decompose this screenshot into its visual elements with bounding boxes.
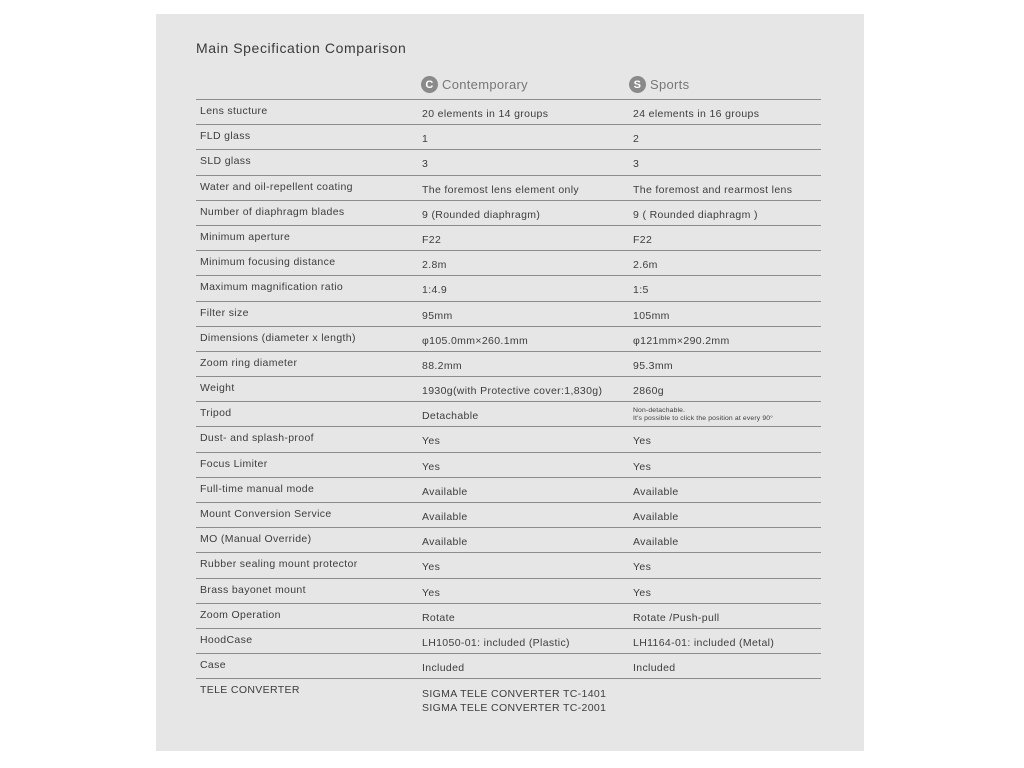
contemporary-value: Yes <box>422 586 441 599</box>
sports-value <box>633 407 773 423</box>
sports-value: The foremost and rearmost lens <box>633 183 793 196</box>
table-row <box>196 678 821 719</box>
contemporary-value: Rotate <box>422 611 456 624</box>
column-header-sports <box>629 76 689 93</box>
sports-badge-icon: S <box>629 76 646 93</box>
spec-label: Zoom Operation <box>200 608 281 621</box>
sports-value: 2860g <box>633 385 664 398</box>
sports-value: 1:5 <box>633 284 649 297</box>
table-row <box>196 301 821 326</box>
spec-label: FLD glass <box>200 130 251 143</box>
contemporary-value: 1:4.9 <box>422 284 448 297</box>
contemporary-badge-icon: C <box>421 76 438 93</box>
contemporary-value: φ105.0mm×260.1mm <box>422 334 529 347</box>
sports-label: Sports <box>650 77 690 92</box>
spec-label: Zoom ring diameter <box>200 356 298 369</box>
contemporary-value-line2: SIGMA TELE CONVERTER TC-2001 <box>422 702 607 715</box>
spec-label: Dust- and splash-proof <box>200 432 314 445</box>
spec-label: Maximum magnification ratio <box>200 281 344 294</box>
table-row <box>196 401 821 426</box>
contemporary-value <box>422 687 606 715</box>
page-title: Main Specification Comparison <box>196 40 407 56</box>
table-row <box>196 603 821 628</box>
contemporary-value-line1: SIGMA TELE CONVERTER TC-1401 <box>422 688 607 701</box>
contemporary-value: Available <box>422 511 468 523</box>
spec-label: Minimum focusing distance <box>200 256 336 269</box>
spec-label: Rubber sealing mount protector <box>200 558 358 571</box>
sports-value: 105mm <box>633 309 670 322</box>
column-header-contemporary <box>421 76 528 93</box>
contemporary-value: Available <box>422 485 468 498</box>
sports-value-line1: Non-detachable. <box>633 407 686 415</box>
table-row <box>196 99 821 124</box>
contemporary-value: 88.2mm <box>422 359 463 372</box>
spec-label: Dimensions (diameter x length) <box>200 331 356 344</box>
table-row <box>196 149 821 174</box>
table-row <box>196 477 821 502</box>
contemporary-value: Yes <box>422 460 441 473</box>
table-row <box>196 376 821 401</box>
spec-label: Minimum aperture <box>200 230 291 243</box>
table-row <box>196 275 821 300</box>
contemporary-label: Contemporary <box>442 77 528 92</box>
sports-value: φ121mm×290.2mm <box>633 334 730 347</box>
spec-label: Lens stucture <box>200 105 268 117</box>
spec-label: Focus Limiter <box>200 457 268 470</box>
spec-label: Mount Conversion Service <box>200 508 332 520</box>
sports-value: 2.6m <box>633 259 658 272</box>
spec-table <box>196 99 821 719</box>
table-row <box>196 124 821 149</box>
contemporary-value: Included <box>422 662 465 675</box>
sports-value: 24 elements in 16 groups <box>633 108 760 120</box>
sports-value: 95.3mm <box>633 359 674 372</box>
table-row <box>196 628 821 653</box>
contemporary-value: 20 elements in 14 groups <box>422 108 549 120</box>
sports-value: Rotate /Push-pull <box>633 611 720 624</box>
spec-label: Full-time manual mode <box>200 482 315 495</box>
spec-label: Number of diaphragm blades <box>200 205 345 218</box>
table-row <box>196 351 821 376</box>
table-row <box>196 552 821 577</box>
sports-value: Available <box>633 536 679 549</box>
contemporary-value: 9 (Rounded diaphragm) <box>422 208 541 221</box>
spec-label: HoodCase <box>200 633 253 646</box>
spec-label: MO (Manual Override) <box>200 533 312 546</box>
contemporary-value: Yes <box>422 435 441 448</box>
table-row <box>196 452 821 477</box>
sports-value: Available <box>633 511 679 523</box>
sports-value: Yes <box>633 561 652 574</box>
table-row <box>196 225 821 250</box>
sports-value: F22 <box>633 233 653 246</box>
contemporary-value: Detachable <box>422 410 479 423</box>
sports-value: 9 ( Rounded diaphragm ) <box>633 208 758 221</box>
contemporary-value: 1930g(with Protective cover:1,830g) <box>422 385 603 398</box>
table-row <box>196 326 821 351</box>
contemporary-value: 2.8m <box>422 259 447 272</box>
sports-value: Included <box>633 662 676 675</box>
spec-label: TELE CONVERTER <box>200 684 300 697</box>
spec-label: Brass bayonet mount <box>200 583 306 596</box>
table-row <box>196 175 821 200</box>
table-row <box>196 578 821 603</box>
contemporary-value: 1 <box>422 133 429 146</box>
spec-label: Water and oil-repellent coating <box>200 180 353 193</box>
contemporary-value: Yes <box>422 561 441 574</box>
spec-label: Weight <box>200 382 235 395</box>
sports-value: 2 <box>633 133 640 146</box>
sports-value: Yes <box>633 435 652 448</box>
contemporary-value: Available <box>422 536 468 549</box>
spec-label: Tripod <box>200 407 232 420</box>
table-row <box>196 426 821 451</box>
spec-label: Filter size <box>200 306 249 319</box>
sports-value: Available <box>633 485 679 498</box>
sports-value: 3 <box>633 158 640 171</box>
table-row <box>196 653 821 678</box>
table-row <box>196 250 821 275</box>
sports-value: LH1164-01: included (Metal) <box>633 636 775 649</box>
table-row <box>196 502 821 527</box>
sports-value-line2: It's possible to click the position at every 90° <box>633 415 774 423</box>
table-row <box>196 527 821 552</box>
table-row <box>196 200 821 225</box>
sports-value: Yes <box>633 586 652 599</box>
spec-label: SLD glass <box>200 155 252 168</box>
sports-value: Yes <box>633 460 652 473</box>
contemporary-value: The foremost lens element only <box>422 183 579 196</box>
spec-label: Case <box>200 659 226 672</box>
contemporary-value: 3 <box>422 158 429 171</box>
contemporary-value: LH1050-01: included (Plastic) <box>422 636 570 649</box>
contemporary-value: F22 <box>422 233 442 246</box>
contemporary-value: 95mm <box>422 309 453 322</box>
